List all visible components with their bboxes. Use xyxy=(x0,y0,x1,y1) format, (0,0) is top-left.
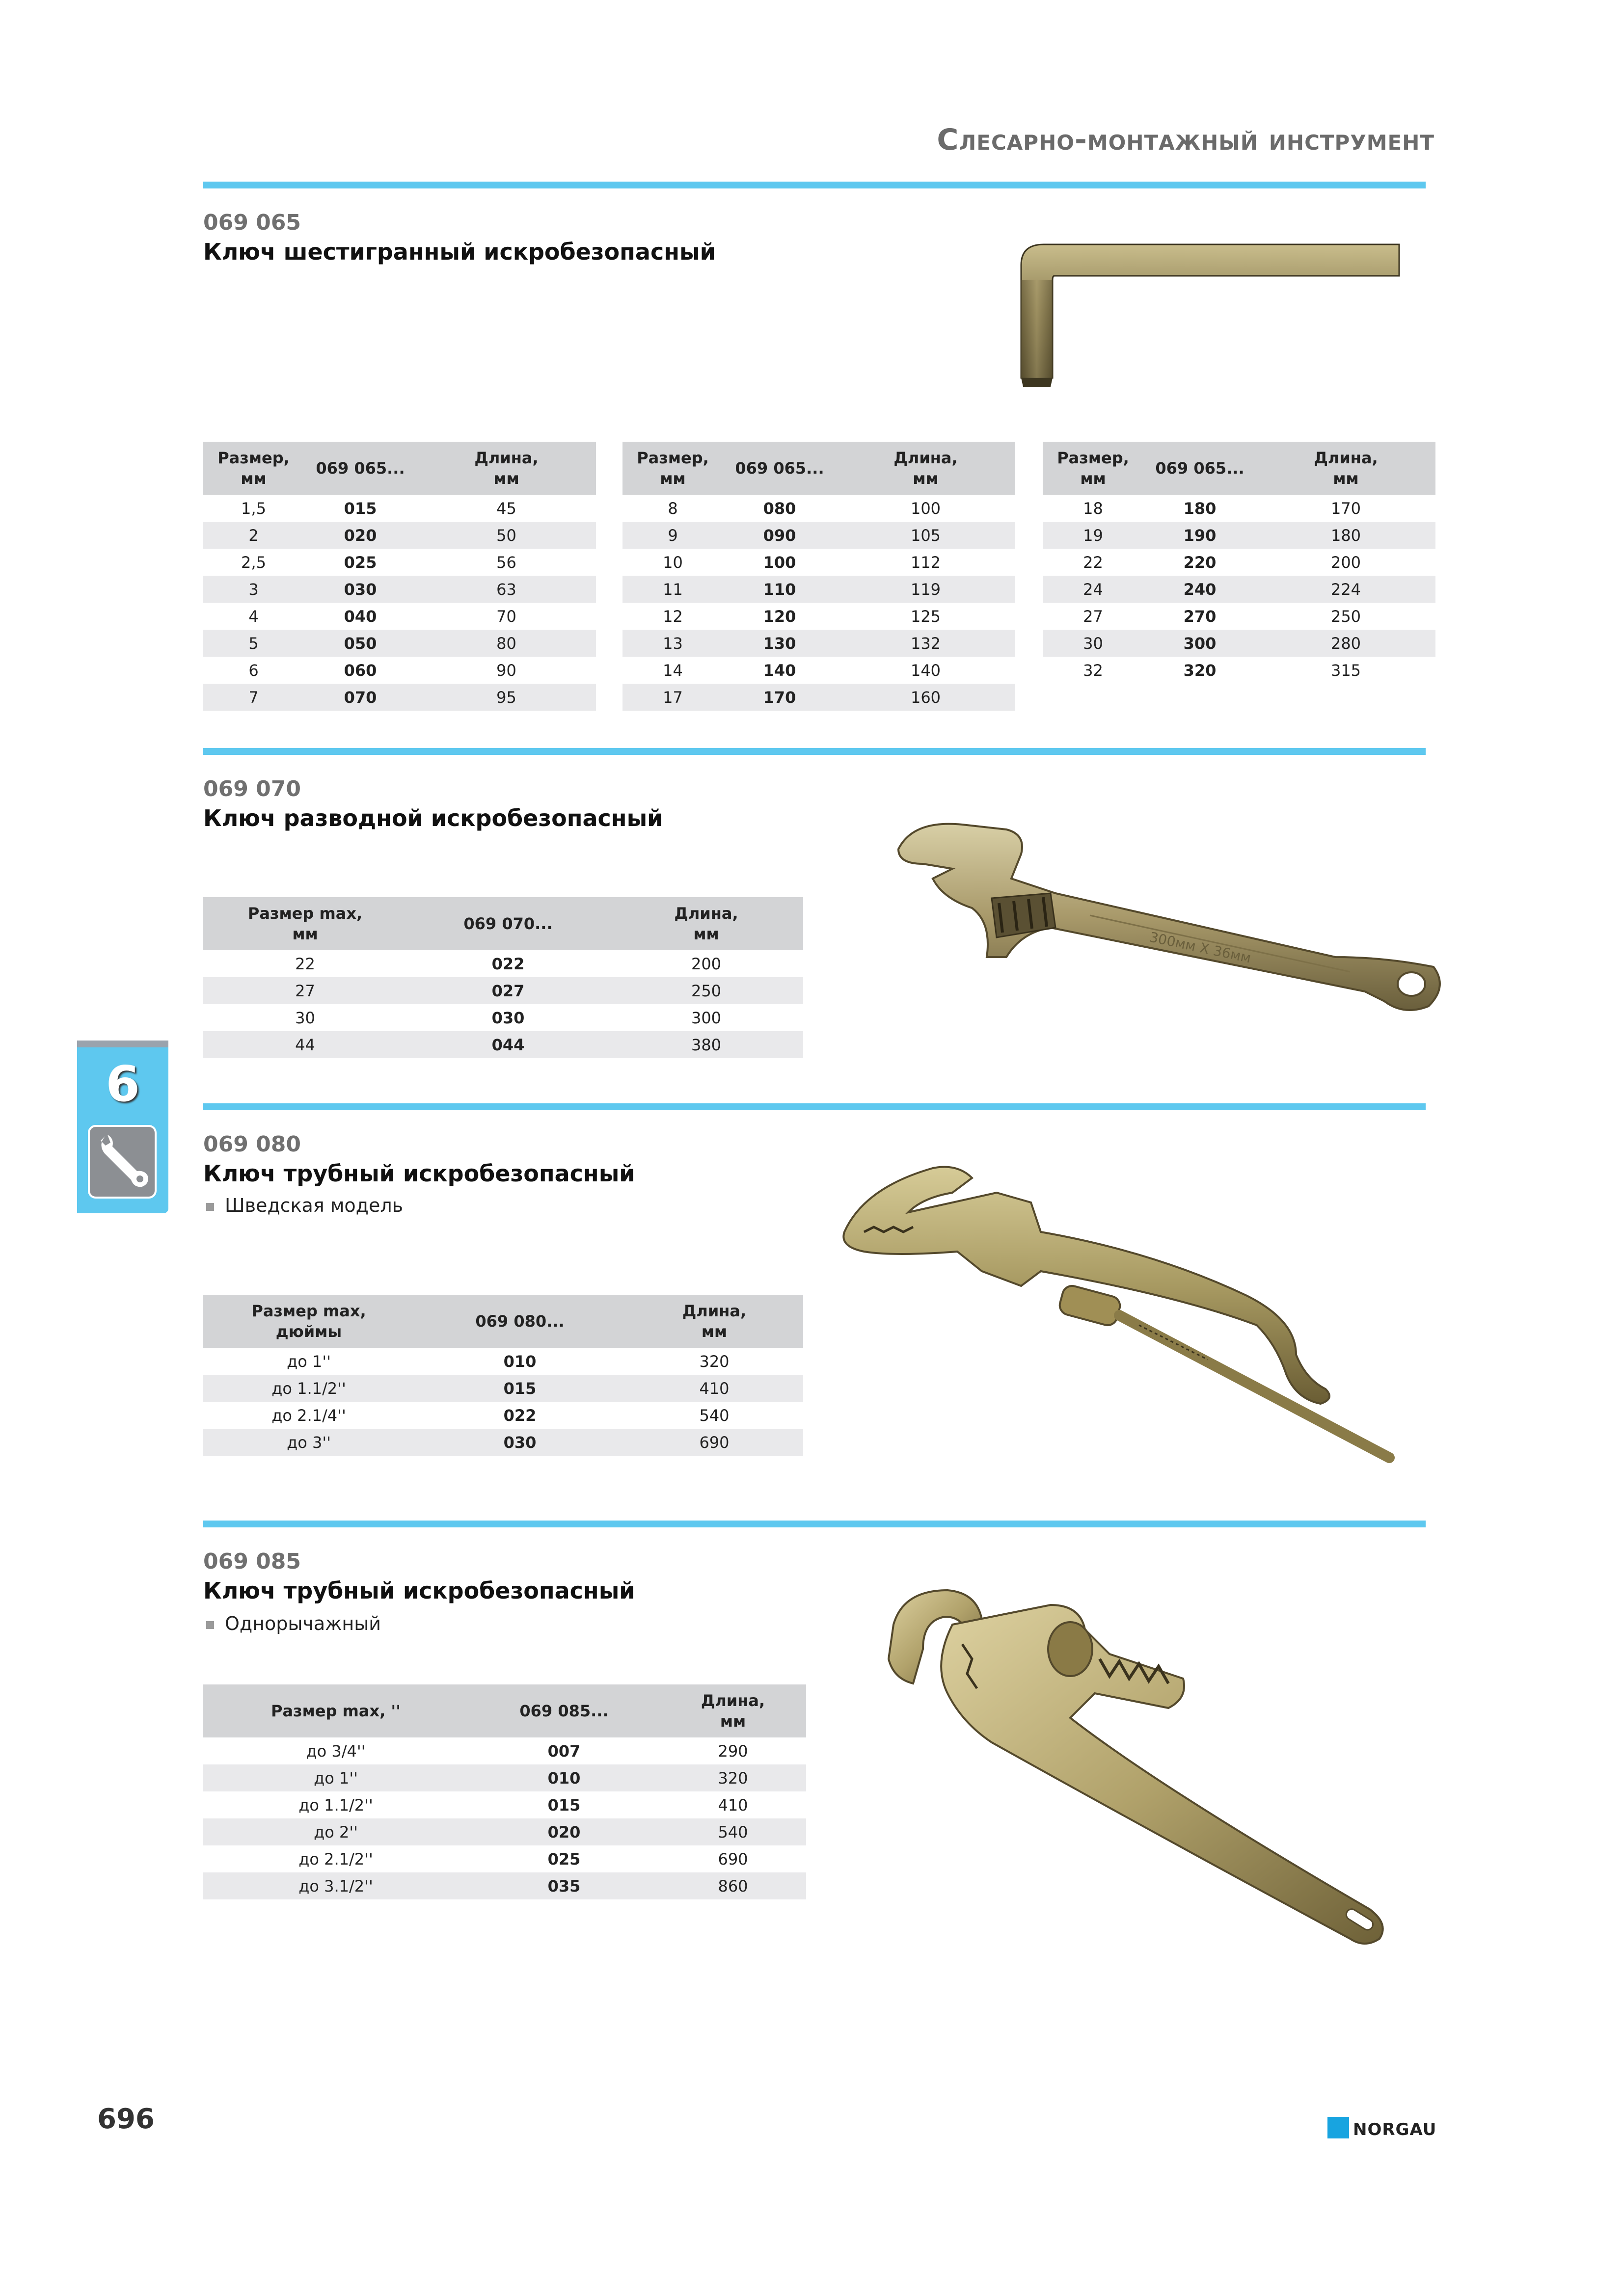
section-divider xyxy=(203,1103,1426,1110)
table-row: 3 030 63 xyxy=(203,576,596,603)
spec-table xyxy=(622,442,1015,711)
col-header-art: 069 065... xyxy=(304,442,417,495)
product-title: Ключ разводной искробезопасный xyxy=(203,805,663,831)
page-number: 696 xyxy=(97,2103,155,2135)
table-row: 44 044 380 xyxy=(203,1031,803,1058)
col-header-length: Длина, мм xyxy=(609,897,803,950)
col-header-size: Размер, мм xyxy=(622,442,723,495)
table-row: до 3.1/2'' 035 860 xyxy=(203,1872,806,1899)
table-row: до 1.1/2'' 015 410 xyxy=(203,1375,803,1402)
section-divider xyxy=(203,182,1426,188)
table-row: 4 040 70 xyxy=(248,607,516,626)
table-row: 6 060 90 xyxy=(248,661,516,680)
swedish-pipe-wrench-image xyxy=(835,1158,1414,1472)
product-code: 069 080 xyxy=(203,1132,301,1157)
col-header-size: Размер, мм xyxy=(1043,442,1143,495)
product-title: Ключ шестигранный искробезопасный xyxy=(203,239,716,265)
chapter-tab xyxy=(77,1041,168,1213)
page-header-title: Слесарно-монтажный инструмент xyxy=(937,123,1434,157)
section-divider xyxy=(203,748,1426,755)
table-row: 22 220 200 xyxy=(1083,553,1361,572)
col-header-art: 069 065... xyxy=(723,442,836,495)
col-header-size: Размер max, мм xyxy=(203,897,407,950)
product-title: Ключ трубный искробезопасный xyxy=(203,1577,635,1604)
table-row: 18 180 170 xyxy=(1083,499,1361,518)
product-code: 069 085 xyxy=(203,1549,301,1574)
table-row: 32 320 315 xyxy=(1083,661,1361,680)
table-row: до 2.1/2'' 025 690 xyxy=(298,1849,748,1869)
table-row: 9 090 105 xyxy=(622,522,1015,549)
section-divider xyxy=(203,1521,1426,1527)
product-code: 069 070 xyxy=(203,776,301,801)
spec-table xyxy=(203,897,803,1058)
feature-text: Однорычажный xyxy=(225,1613,381,1634)
spec-table xyxy=(1043,442,1435,684)
table-row: 8 080 100 xyxy=(668,499,941,518)
feature-bullet xyxy=(206,1195,403,1216)
product-code: 069 065 xyxy=(203,210,301,235)
feature-text: Шведская модель xyxy=(225,1195,404,1216)
table-row: до 2.1/4'' 022 540 xyxy=(271,1406,730,1425)
col-header-size: Размер max, '' xyxy=(203,1684,468,1737)
table-row: 12 120 125 xyxy=(663,607,941,626)
table-row: 1,5 015 45 xyxy=(241,499,516,518)
table-row: 2 020 50 xyxy=(203,522,596,549)
table-row: 11 110 119 xyxy=(622,576,1015,603)
spec-table xyxy=(203,1684,806,1899)
col-header-length: Длина, мм xyxy=(660,1684,806,1737)
table-row: 7 070 95 xyxy=(203,684,596,711)
bullet-square-icon xyxy=(206,1621,214,1629)
table-row: 10 100 112 xyxy=(663,553,941,572)
col-header-length: Длина, мм xyxy=(1256,442,1435,495)
table-row: 27 270 250 xyxy=(1083,607,1361,626)
table-row: 30 300 280 xyxy=(1043,630,1435,657)
logo-square-icon xyxy=(1327,2117,1349,2138)
table-row: 17 170 160 xyxy=(622,684,1015,711)
table-row: 30 030 300 xyxy=(295,1008,722,1027)
chapter-number: 6 xyxy=(106,1055,140,1113)
col-header-art: 069 065... xyxy=(1143,442,1256,495)
table-row: 5 050 80 xyxy=(203,630,596,657)
spec-table xyxy=(203,1295,803,1456)
brand-name: NORGAU xyxy=(1353,2120,1437,2139)
bullet-square-icon xyxy=(206,1203,214,1211)
table-row: 13 130 132 xyxy=(622,630,1015,657)
table-row: 14 140 140 xyxy=(663,661,941,680)
table-row: до 3/4'' 007 290 xyxy=(306,1741,748,1761)
table-row: до 1'' 010 320 xyxy=(287,1352,730,1371)
col-header-art: 069 070... xyxy=(407,897,609,950)
table-row: 2,5 025 56 xyxy=(241,553,516,572)
col-header-art: 069 080... xyxy=(414,1295,625,1348)
wrench-marking: 300мм X 36мм xyxy=(1148,929,1253,966)
col-header-size: Размер max, дюймы xyxy=(203,1295,414,1348)
table-row: до 2'' 020 540 xyxy=(203,1818,806,1845)
col-header-length: Длина, мм xyxy=(417,442,596,495)
single-lever-pipe-wrench-image xyxy=(864,1580,1404,1953)
table-row: до 3'' 030 690 xyxy=(203,1429,803,1456)
table-row: до 1'' 010 320 xyxy=(203,1764,806,1791)
product-title: Ключ трубный искробезопасный xyxy=(203,1160,635,1187)
feature-bullet xyxy=(206,1613,381,1634)
table-row: 22 022 200 xyxy=(295,954,722,973)
table-row: 24 240 224 xyxy=(1043,576,1435,603)
table-row: 27 027 250 xyxy=(203,977,803,1004)
col-header-length: Длина, мм xyxy=(836,442,1015,495)
table-row: 19 190 180 xyxy=(1043,522,1435,549)
adjustable-wrench-image xyxy=(893,810,1443,1026)
col-header-length: Длина, мм xyxy=(625,1295,803,1348)
chapter-tab-bar xyxy=(77,1041,168,1047)
col-header-art: 069 085... xyxy=(468,1684,660,1737)
wrench-icon xyxy=(88,1125,157,1199)
spec-table xyxy=(203,442,596,711)
table-row: до 1.1/2'' 015 410 xyxy=(298,1795,748,1815)
hex-key-image xyxy=(1001,231,1409,398)
col-header-size: Размер, мм xyxy=(203,442,304,495)
